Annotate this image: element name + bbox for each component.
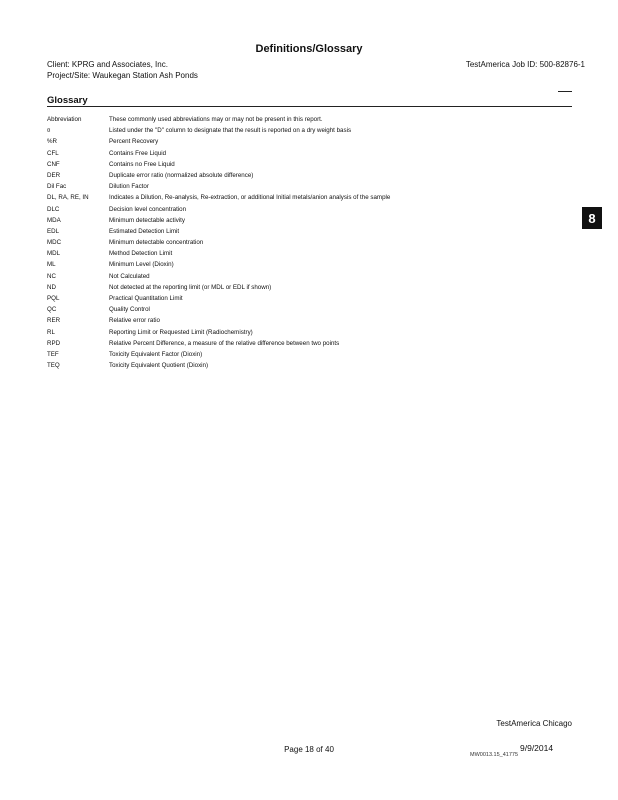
project-line: Project/Site: Waukegan Station Ash Ponds (47, 71, 198, 80)
glossary-abbreviation: DL, RA, RE, IN (47, 194, 89, 202)
glossary-abbreviation: DER (47, 171, 61, 179)
glossary-row (47, 159, 572, 170)
glossary-row (47, 282, 572, 293)
document-code: MW0013.15_41775 (470, 752, 519, 758)
glossary-table (47, 114, 572, 371)
glossary-description: Reporting Limit or Requested Limit (Radiochemistry) (109, 328, 253, 336)
glossary-abbreviation: TEF (47, 350, 59, 358)
glossary-description: Decision level concentration (109, 205, 187, 213)
glossary-description: Not detected at the reporting limit (or MDL or EDL if shown) (109, 283, 272, 291)
glossary-abbreviation: PQL (47, 295, 60, 302)
glossary-row (47, 360, 572, 371)
glossary-description: Estimated Detection Limit (109, 227, 180, 235)
glossary-description: Contains Free Liquid (109, 149, 167, 157)
glossary-abbreviation: DLC (47, 205, 60, 213)
page-number: Page 18 of 40 (284, 745, 334, 754)
glossary-description: Practical Quantitation Limit (109, 295, 183, 302)
glossary-row (47, 215, 572, 226)
glossary-row (47, 181, 572, 192)
section-divider (47, 106, 572, 107)
glossary-description: Method Detection Limit (109, 250, 173, 258)
glossary-description: Percent Recovery (109, 138, 159, 146)
page-title: Definitions/Glossary (255, 43, 363, 55)
glossary-abbreviation: ML (47, 261, 56, 269)
glossary-rows (47, 125, 572, 371)
description-column-header: These commonly used abbreviations may or may not be present in this report. (109, 116, 323, 123)
glossary-row (47, 237, 572, 248)
glossary-description: Relative error ratio (109, 317, 160, 325)
glossary-abbreviation: CNF (47, 160, 60, 168)
glossary-heading: Glossary (47, 95, 88, 106)
glossary-row (47, 315, 572, 326)
abbreviation-column-header: Abbreviation (47, 116, 82, 123)
glossary-row (47, 293, 572, 304)
glossary-description: Listed under the "D" column to designate that the result is reported on a dry weight basis (109, 127, 352, 135)
glossary-abbreviation: %R (47, 138, 57, 146)
glossary-row (47, 259, 572, 270)
glossary-description: Relative Percent Difference, a measure of the relative difference between two points (109, 339, 340, 347)
client-line: Client: KPRG and Associates, Inc. (47, 60, 168, 69)
glossary-abbreviation: QC (47, 306, 57, 314)
header-dash (558, 91, 572, 92)
glossary-abbreviation: ND (47, 283, 56, 291)
glossary-row (47, 192, 572, 203)
glossary-description: Contains no Free Liquid (109, 160, 175, 168)
glossary-header-row (47, 114, 572, 125)
glossary-row (47, 226, 572, 237)
glossary-description: Toxicity Equivalent Quotient (Dioxin) (109, 362, 209, 370)
lab-name: TestAmerica Chicago (496, 719, 572, 728)
glossary-abbreviation: CFL (47, 149, 59, 157)
job-id: TestAmerica Job ID: 500-82876-1 (465, 60, 585, 69)
glossary-abbreviation: RL (47, 328, 55, 336)
glossary-description: Quality Control (109, 306, 150, 314)
glossary-row (47, 125, 572, 136)
glossary-abbreviation: EDL (47, 227, 60, 235)
glossary-abbreviation: MDC (47, 239, 62, 247)
glossary-description: Dilution Factor (109, 183, 149, 191)
glossary-description: Toxicity Equivalent Factor (Dioxin) (109, 350, 203, 358)
glossary-abbreviation: NC (47, 272, 56, 280)
page-date: 9/9/2014 (520, 743, 554, 753)
glossary-row (47, 271, 572, 282)
glossary-abbreviation: MDL (47, 250, 61, 258)
glossary-description: Minimum detectable concentration (109, 239, 204, 247)
section-tab-badge: 8 (582, 207, 602, 229)
glossary-description: Minimum detectable activity (109, 216, 185, 224)
glossary-description: Duplicate error ratio (normalized absolute difference) (109, 171, 254, 179)
glossary-abbreviation: RER (47, 317, 61, 325)
glossary-row (47, 304, 572, 315)
glossary-row (47, 349, 572, 360)
glossary-description: Not Calculated (109, 272, 150, 280)
glossary-description: Indicates a Dilution, Re-analysis, Re-extraction, or additional Initial metals/anion analysis of the sample (109, 194, 391, 202)
glossary-row (47, 248, 572, 259)
glossary-row (47, 327, 572, 338)
glossary-abbreviation: ¤ (47, 127, 51, 135)
glossary-abbreviation: TEQ (47, 362, 60, 370)
glossary-row (47, 204, 572, 215)
glossary-abbreviation: MDA (47, 216, 61, 224)
glossary-row (47, 170, 572, 181)
glossary-row (47, 148, 572, 159)
glossary-row (47, 136, 572, 147)
glossary-abbreviation: Dil Fac (47, 183, 67, 191)
glossary-abbreviation: RPD (47, 339, 61, 347)
glossary-row (47, 338, 572, 349)
glossary-description: Minimum Level (Dioxin) (109, 261, 174, 269)
